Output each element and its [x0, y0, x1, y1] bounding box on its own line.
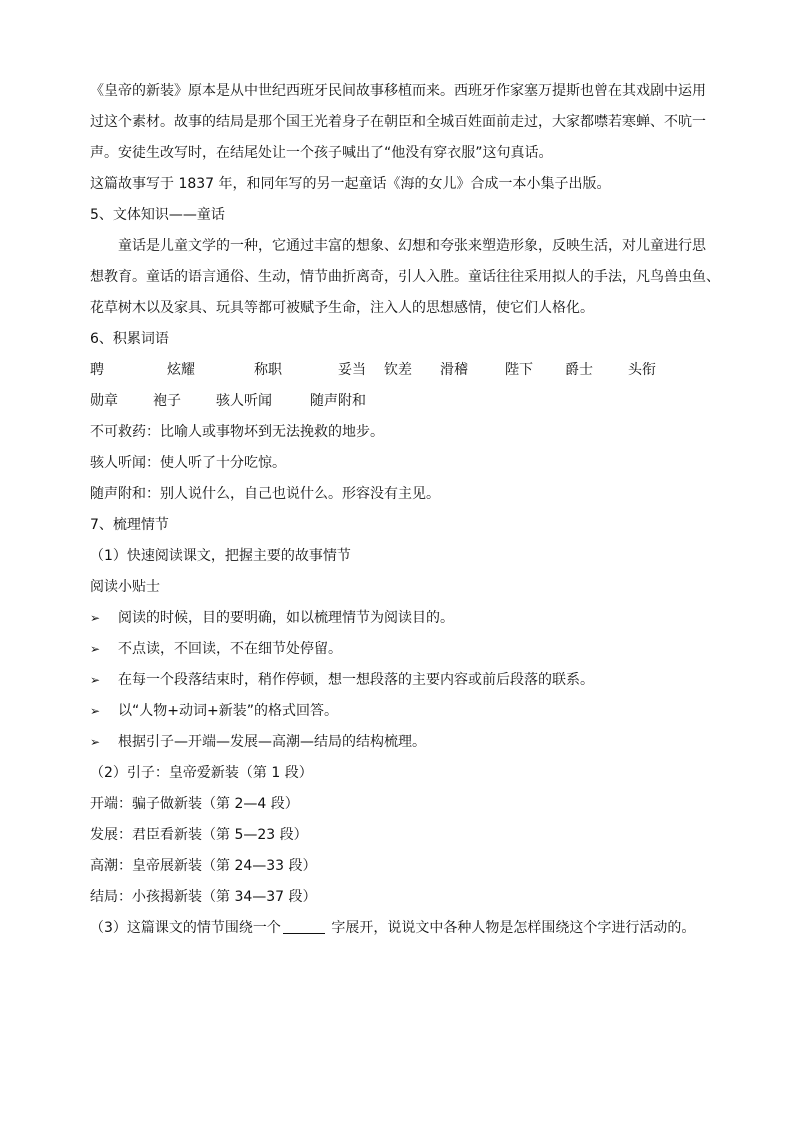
question-1: （1）快速阅读课文，把握主要的故事情节	[90, 548, 351, 564]
reading-tips-title: 阅读小贴士	[90, 579, 160, 595]
plot-stage-climax: 高潮：皇帝展新装（第 24—33 段）	[90, 858, 317, 874]
plot-stage-intro: （2）引子：皇帝爱新装（第 1 段）	[90, 765, 313, 781]
definition-line: 随声附和：别人说什么，自己也说什么。形容没有主见。	[90, 486, 440, 502]
plot-stage-beginning: 开端：骗子做新装（第 2—4 段）	[90, 796, 299, 812]
vocabulary-word: 称职	[254, 362, 282, 378]
fairy-tale-paragraph-line-3: 花草树木以及家具、玩具等都可被赋予生命，注入人的思想感情，使它们人格化。	[90, 300, 594, 316]
reading-tip-item	[90, 696, 710, 727]
publication-paragraph: 这篇故事写于 1837 年，和同年写的另一起童话《海的女儿》合成一本小集子出版。	[90, 176, 611, 192]
vocabulary-row-1	[90, 355, 710, 386]
section-6-heading: 6、积累词语	[90, 331, 169, 347]
plot-stage-development: 发展：君臣看新装（第 5—23 段）	[90, 827, 308, 843]
intro-paragraph-line-2: 过这个素材。故事的结局是那个国王光着身子在朝臣和全城百姓面前走过，大家都噤若寒蝉、不吭一	[90, 114, 706, 130]
plot-stage-ending: 结局：小孩揭新装（第 34—37 段）	[90, 889, 317, 905]
vocabulary-word: 爵士	[565, 362, 593, 378]
question-3-text-after: 字展开，说说文中各种人物是怎样围绕这个字进行活动的。	[326, 920, 696, 936]
reading-tip-text: 以“人物+动词+新装”的格式回答。	[118, 703, 338, 719]
section-5-heading: 5、文体知识——童话	[90, 207, 225, 223]
reading-tip-item	[90, 603, 710, 634]
section-7-heading: 7、梳理情节	[90, 517, 169, 533]
fairy-tale-paragraph-line-2: 想教育。童话的语言通俗、生动，情节曲折离奇，引人入胜。童话往往采用拟人的手法，凡鸟兽虫鱼、	[90, 269, 720, 285]
reading-tip-text: 不点读，不回读，不在细节处停留。	[118, 641, 342, 657]
vocabulary-word: 钦差	[384, 362, 412, 378]
question-3-text-before: （3）这篇课文的情节围绕一个	[90, 920, 281, 936]
vocabulary-word: 妥当	[338, 362, 366, 378]
definition-line: 不可救药：比喻人或事物坏到无法挽救的地步。	[90, 424, 384, 440]
reading-tip-text: 在每一个段落结束时，稍作停顿，想一想段落的主要内容或前后段落的联系。	[118, 672, 594, 688]
arrow-bullet-icon: ➢	[90, 642, 101, 656]
vocabulary-word: 陛下	[505, 362, 533, 378]
intro-paragraph-line-1: 《皇帝的新装》原本是从中世纪西班牙民间故事移植而来。西班牙作家塞万提斯也曾在其戏剧中运用	[90, 83, 706, 99]
intro-paragraph-line-3: 声。安徒生改写时，在结尾处让一个孩子喊出了“他没有穿衣服”这句真话。	[90, 145, 553, 161]
arrow-bullet-icon: ➢	[90, 611, 101, 625]
vocabulary-word: 头衔	[628, 362, 656, 378]
reading-tip-item	[90, 665, 710, 696]
vocabulary-row-2	[90, 386, 710, 417]
vocabulary-word: 骇人听闻	[216, 393, 272, 409]
arrow-bullet-icon: ➢	[90, 735, 101, 749]
vocabulary-word: 勋章	[90, 393, 118, 409]
arrow-bullet-icon: ➢	[90, 673, 101, 687]
reading-tip-item	[90, 634, 710, 665]
reading-tip-item	[90, 727, 710, 758]
vocabulary-word: 滑稽	[440, 362, 468, 378]
reading-tip-text: 阅读的时候，目的要明确，如以梳理情节为阅读目的。	[118, 610, 454, 626]
fairy-tale-paragraph-line-1: 童话是儿童文学的一种，它通过丰富的想象、幻想和夸张来塑造形象，反映生活，对儿童进行思	[118, 238, 706, 254]
vocabulary-word: 随声附和	[310, 393, 366, 409]
document-page	[90, 76, 720, 944]
definition-line: 骇人听闻：使人听了十分吃惊。	[90, 455, 286, 471]
vocabulary-word: 聘	[90, 362, 104, 378]
reading-tip-text: 根据引子—开端—发展—高潮—结局的结构梳理。	[118, 734, 426, 750]
arrow-bullet-icon: ➢	[90, 704, 101, 718]
question-3	[90, 913, 710, 944]
vocabulary-word: 炫耀	[167, 362, 195, 378]
answer-blank[interactable]	[283, 917, 325, 934]
vocabulary-word: 袍子	[153, 393, 181, 409]
